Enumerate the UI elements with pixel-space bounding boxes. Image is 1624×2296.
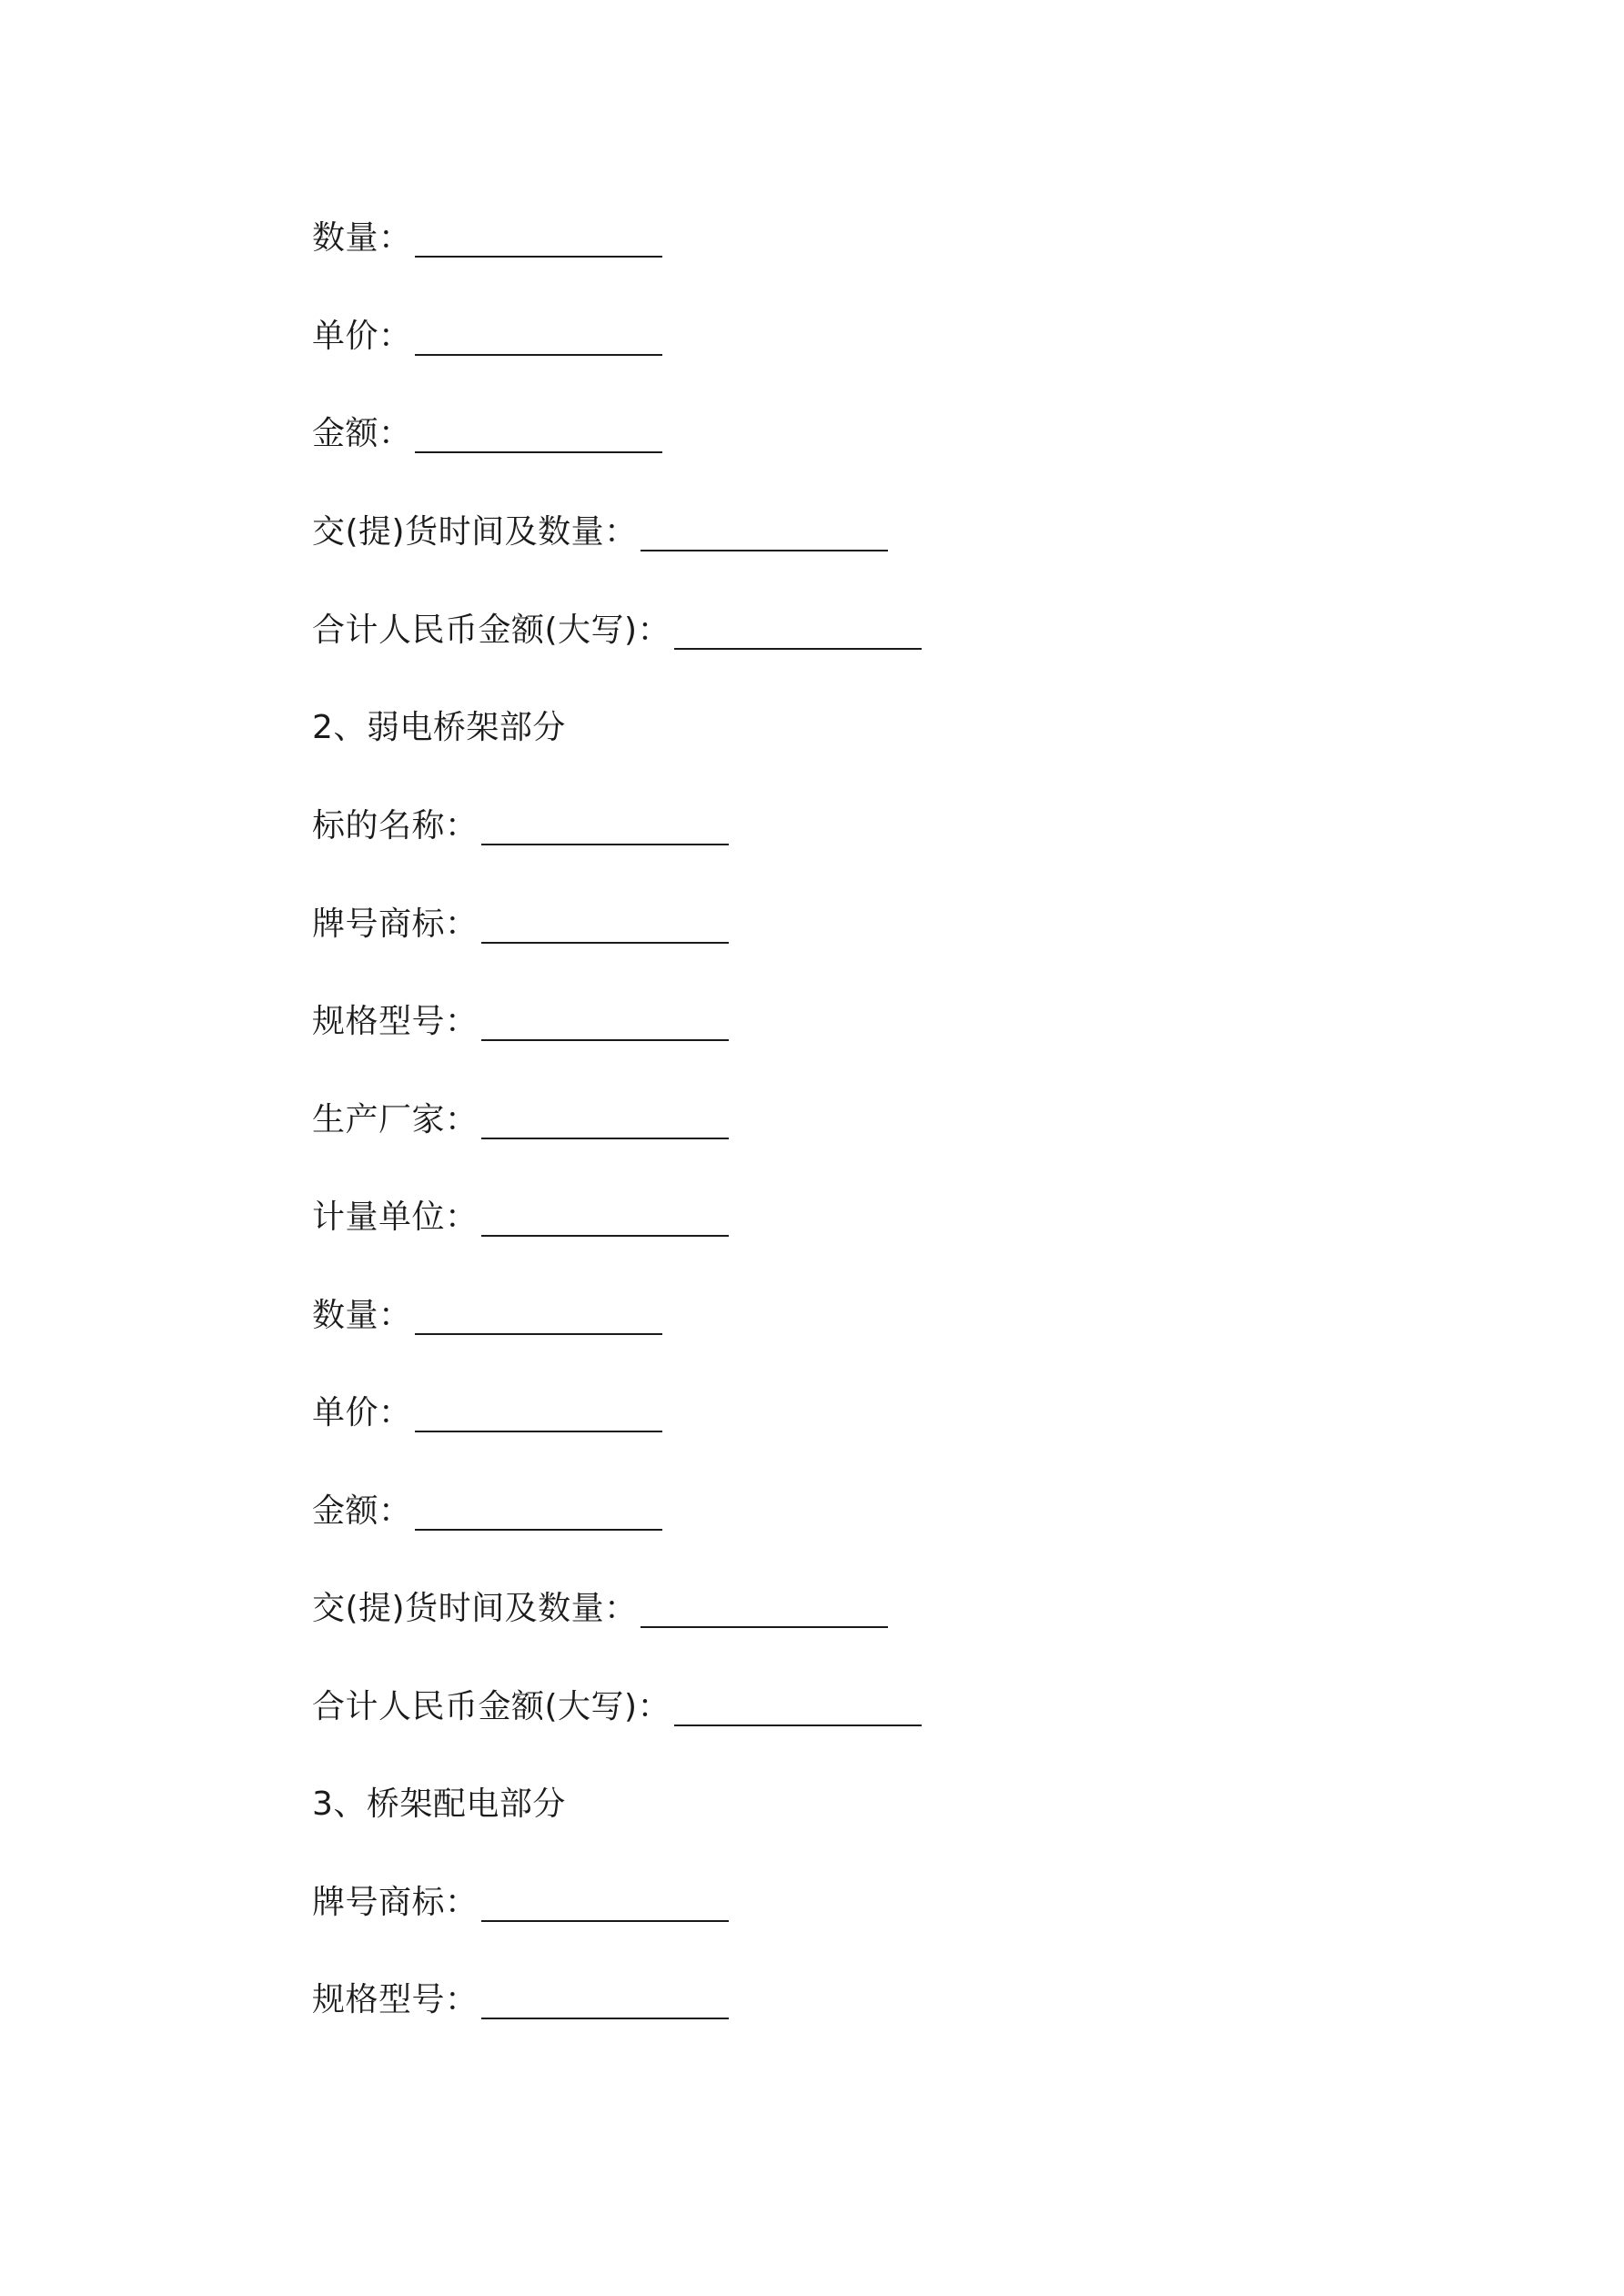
field-colon: ： <box>637 612 671 649</box>
fill-in-blank[interactable] <box>481 1895 729 1922</box>
fill-in-blank[interactable] <box>674 1699 922 1726</box>
field-unit-price-1 <box>312 309 662 364</box>
field-amount-2 <box>312 1484 662 1539</box>
field-unit-price-2 <box>312 1386 662 1441</box>
fill-in-blank[interactable] <box>415 426 662 453</box>
field-total-rmb-1 <box>312 603 922 658</box>
field-label: 单价 <box>312 318 379 355</box>
fill-in-blank[interactable] <box>641 1601 888 1628</box>
field-colon: ： <box>378 1492 412 1530</box>
field-label: 合计人民币金额(大写) <box>312 1688 638 1725</box>
field-model-1 <box>312 995 729 1049</box>
fill-in-blank[interactable] <box>415 1308 662 1335</box>
field-total-rmb-2 <box>312 1680 922 1735</box>
field-colon: ： <box>637 1688 671 1725</box>
section-heading-text: 2、弱电桥架部分 <box>312 709 566 746</box>
fill-in-blank[interactable] <box>481 1992 729 2019</box>
field-label: 标的名称 <box>312 807 446 845</box>
field-label: 牌号商标 <box>312 905 446 943</box>
field-colon: ： <box>445 1101 479 1138</box>
field-delivery-time-1 <box>312 505 888 560</box>
fill-in-blank[interactable] <box>415 1503 662 1531</box>
field-brand-1 <box>312 897 729 952</box>
field-colon: ： <box>445 1981 479 2018</box>
field-label: 规格型号 <box>312 1981 446 2018</box>
field-label: 交(提)货时间及数量 <box>312 1590 605 1627</box>
field-colon: ： <box>604 513 638 551</box>
field-label: 数量 <box>312 1297 379 1334</box>
field-label: 牌号商标 <box>312 1884 446 1921</box>
field-label: 交(提)货时间及数量 <box>312 513 605 551</box>
fill-in-blank[interactable] <box>674 622 922 650</box>
field-measurement-unit <box>312 1190 729 1245</box>
field-subject-name <box>312 799 729 854</box>
field-label: 数量 <box>312 219 379 257</box>
fill-in-blank[interactable] <box>481 1112 729 1139</box>
field-colon: ： <box>378 1297 412 1334</box>
fill-in-blank[interactable] <box>415 329 662 356</box>
field-colon: ： <box>445 1003 479 1040</box>
fill-in-blank[interactable] <box>415 1405 662 1432</box>
fill-in-blank[interactable] <box>481 818 729 845</box>
field-label: 计量单位 <box>312 1199 446 1236</box>
field-label: 合计人民币金额(大写) <box>312 612 638 649</box>
field-colon: ： <box>378 318 412 355</box>
fill-in-blank[interactable] <box>415 230 662 258</box>
field-colon: ： <box>445 1884 479 1921</box>
field-colon: ： <box>445 1199 479 1236</box>
field-label: 单价 <box>312 1394 379 1431</box>
field-model-2 <box>312 1973 729 2028</box>
field-colon: ： <box>604 1590 638 1627</box>
fill-in-blank[interactable] <box>481 916 729 944</box>
field-colon: ： <box>445 905 479 943</box>
field-quantity-2 <box>312 1289 662 1343</box>
field-label: 金额 <box>312 415 379 452</box>
fill-in-blank[interactable] <box>481 1209 729 1237</box>
field-quantity-1 <box>312 211 662 266</box>
section-heading-3 <box>312 1777 566 1832</box>
field-colon: ： <box>445 807 479 845</box>
field-delivery-time-2 <box>312 1582 888 1636</box>
field-colon: ： <box>378 1394 412 1431</box>
fill-in-blank[interactable] <box>481 1014 729 1041</box>
field-manufacturer <box>312 1093 729 1148</box>
field-label: 生产厂家 <box>312 1101 446 1138</box>
section-heading-text: 3、桥架配电部分 <box>312 1785 566 1823</box>
field-label: 金额 <box>312 1492 379 1530</box>
fill-in-blank[interactable] <box>641 524 888 551</box>
field-label: 规格型号 <box>312 1003 446 1040</box>
field-colon: ： <box>378 219 412 257</box>
section-heading-2 <box>312 701 566 755</box>
field-amount-1 <box>312 407 662 461</box>
field-colon: ： <box>378 415 412 452</box>
field-brand-2 <box>312 1876 729 1930</box>
